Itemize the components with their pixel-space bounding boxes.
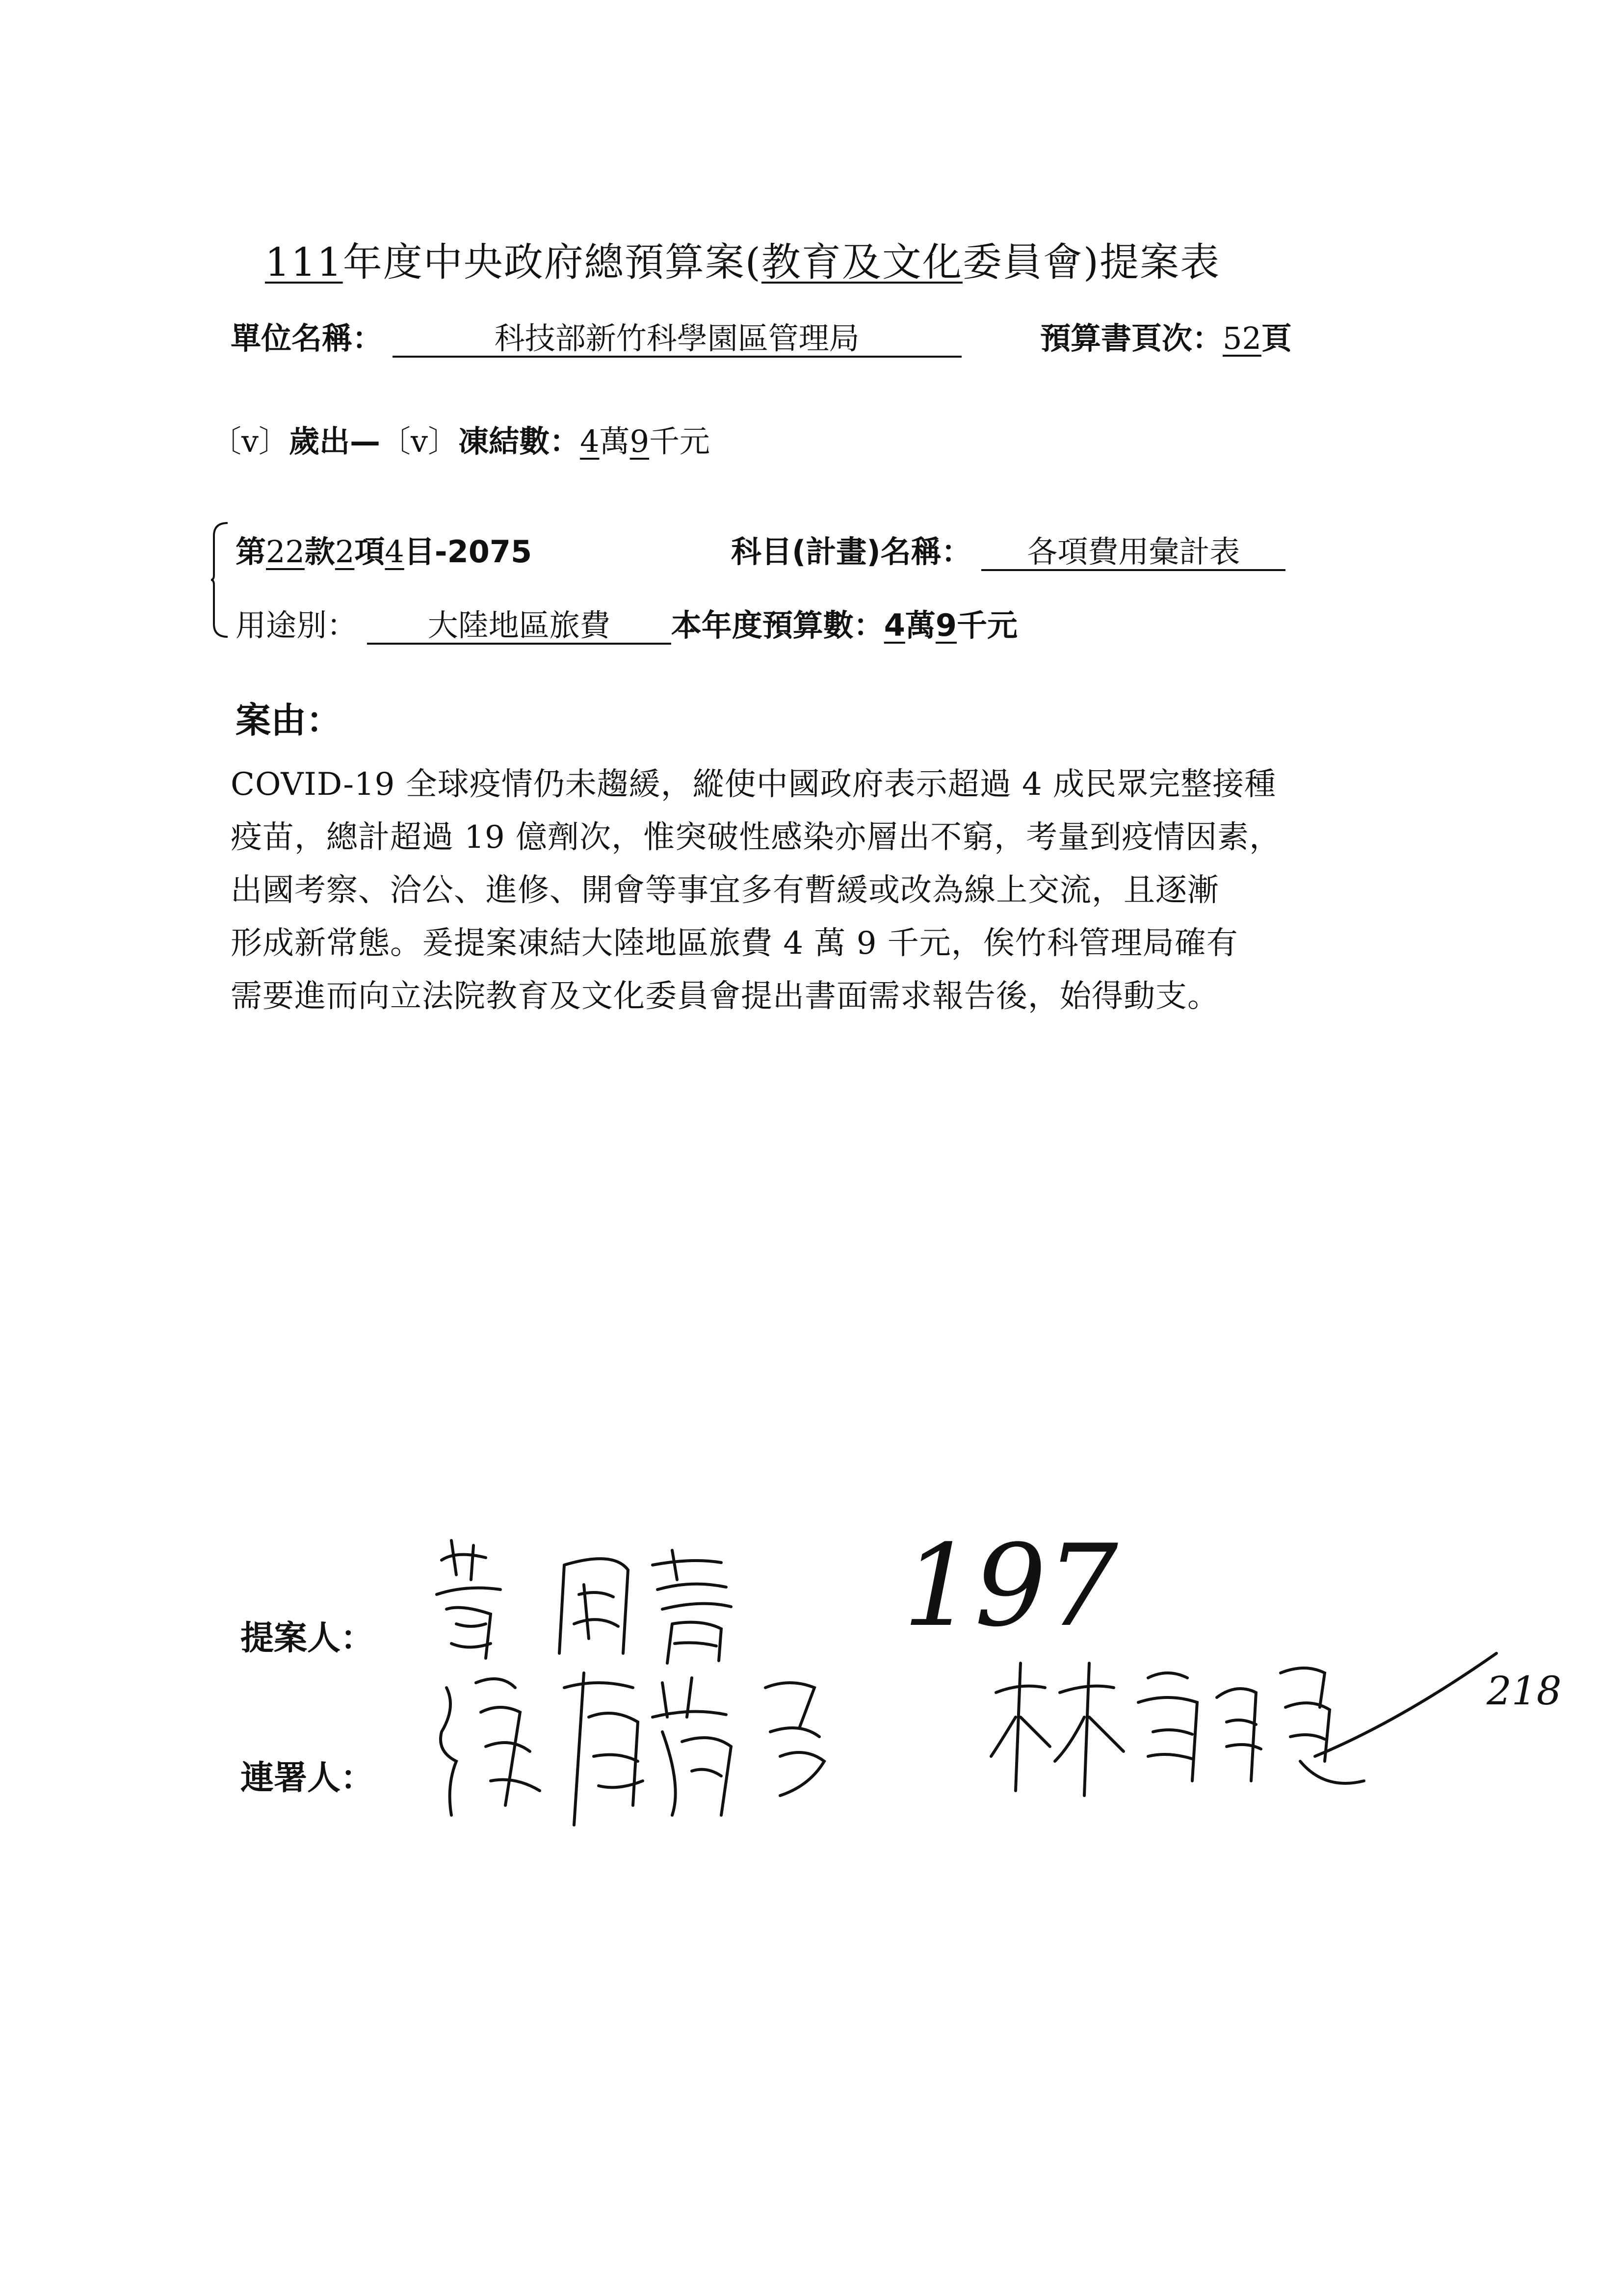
reason-line: 疫苗，總計超過 19 億劑次，惟突破性感染亦層出不窮，考量到疫情因素， (231, 819, 1282, 856)
reason-line: 形成新常態。爰提案凍結大陸地區旅費 4 萬 9 千元，俟竹科管理局確有 (231, 925, 1238, 962)
proposer-label: 提案人： (240, 1619, 374, 1658)
reason-line: 需要進而向立法院教育及文化委員會提出書面需求報告後，始得動支。 (231, 978, 1219, 1015)
budget-amount-a: 4 (884, 607, 905, 643)
page-ref (1040, 314, 1292, 358)
item-xiang-label: 項 (354, 534, 385, 570)
item-row (236, 527, 532, 571)
expense-label: 歲出— (289, 423, 381, 459)
freeze-amount-b: 9 (629, 423, 650, 459)
bracket-icon (211, 521, 229, 639)
freeze-unit-b: 千元 (649, 423, 710, 459)
title-year: 111 (265, 239, 343, 285)
cosigner-signature-1 (427, 1658, 1016, 1845)
expense-check: 〔v〕 (211, 423, 289, 459)
budget-unit-b: 千元 (957, 607, 1018, 643)
item-kuan-label: 款 (304, 534, 335, 570)
item-prefix: 第 (236, 534, 266, 570)
freeze-check: 〔v〕 (380, 423, 459, 459)
item-mu-label: 目-2075 (404, 534, 532, 570)
subject-label: 科目(計畫)名稱： (731, 534, 972, 570)
item-xiang: 2 (335, 534, 355, 570)
cosigner-signature-2 (981, 1634, 1511, 1830)
reason-line: 出國考察、洽公、進修、開會等事宜多有暫緩或改為線上交流，且逐漸 (231, 872, 1219, 909)
unit-value: 科技部新竹科學園區管理局 (393, 321, 962, 358)
proposer-number: 197 (903, 1521, 1118, 1652)
usage-row (236, 601, 1018, 645)
page-number: 218 (1487, 1668, 1562, 1714)
unit-row (231, 314, 962, 358)
title-text: 年度中央政府總預算案(教育及文化委員會)提案表 (342, 239, 1221, 285)
reason-heading: 案由： (236, 700, 342, 741)
freeze-row (211, 417, 710, 461)
budget-label: 本年度預算數： (671, 607, 884, 643)
freeze-label: 凍結數： (458, 423, 580, 459)
form-title (265, 231, 1220, 287)
page-label: 預算書頁次： (1040, 320, 1223, 356)
budget-amount-b: 9 (935, 607, 957, 643)
proposer-signature (427, 1531, 819, 1673)
page-suffix: 頁 (1261, 320, 1292, 356)
budget-unit-a: 萬 (905, 607, 936, 643)
reason-line: COVID-19 全球疫情仍未趨緩，縱使中國政府表示超過 4 成民眾完整接種 (231, 766, 1277, 803)
unit-label: 單位名稱： (231, 320, 383, 356)
usage-value: 大陸地區旅費 (367, 608, 671, 645)
item-kuan: 22 (266, 534, 305, 570)
freeze-unit-a: 萬 (599, 423, 630, 459)
freeze-amount-a: 4 (580, 423, 600, 459)
subject-row (731, 527, 1285, 571)
cosigner-label: 連署人： (240, 1759, 374, 1798)
reason-body (231, 758, 1457, 1023)
subject-value: 各項費用彙計表 (981, 534, 1285, 571)
usage-label: 用途別： (236, 607, 358, 643)
page-value: 52 (1223, 320, 1261, 356)
item-mu: 4 (385, 534, 404, 570)
